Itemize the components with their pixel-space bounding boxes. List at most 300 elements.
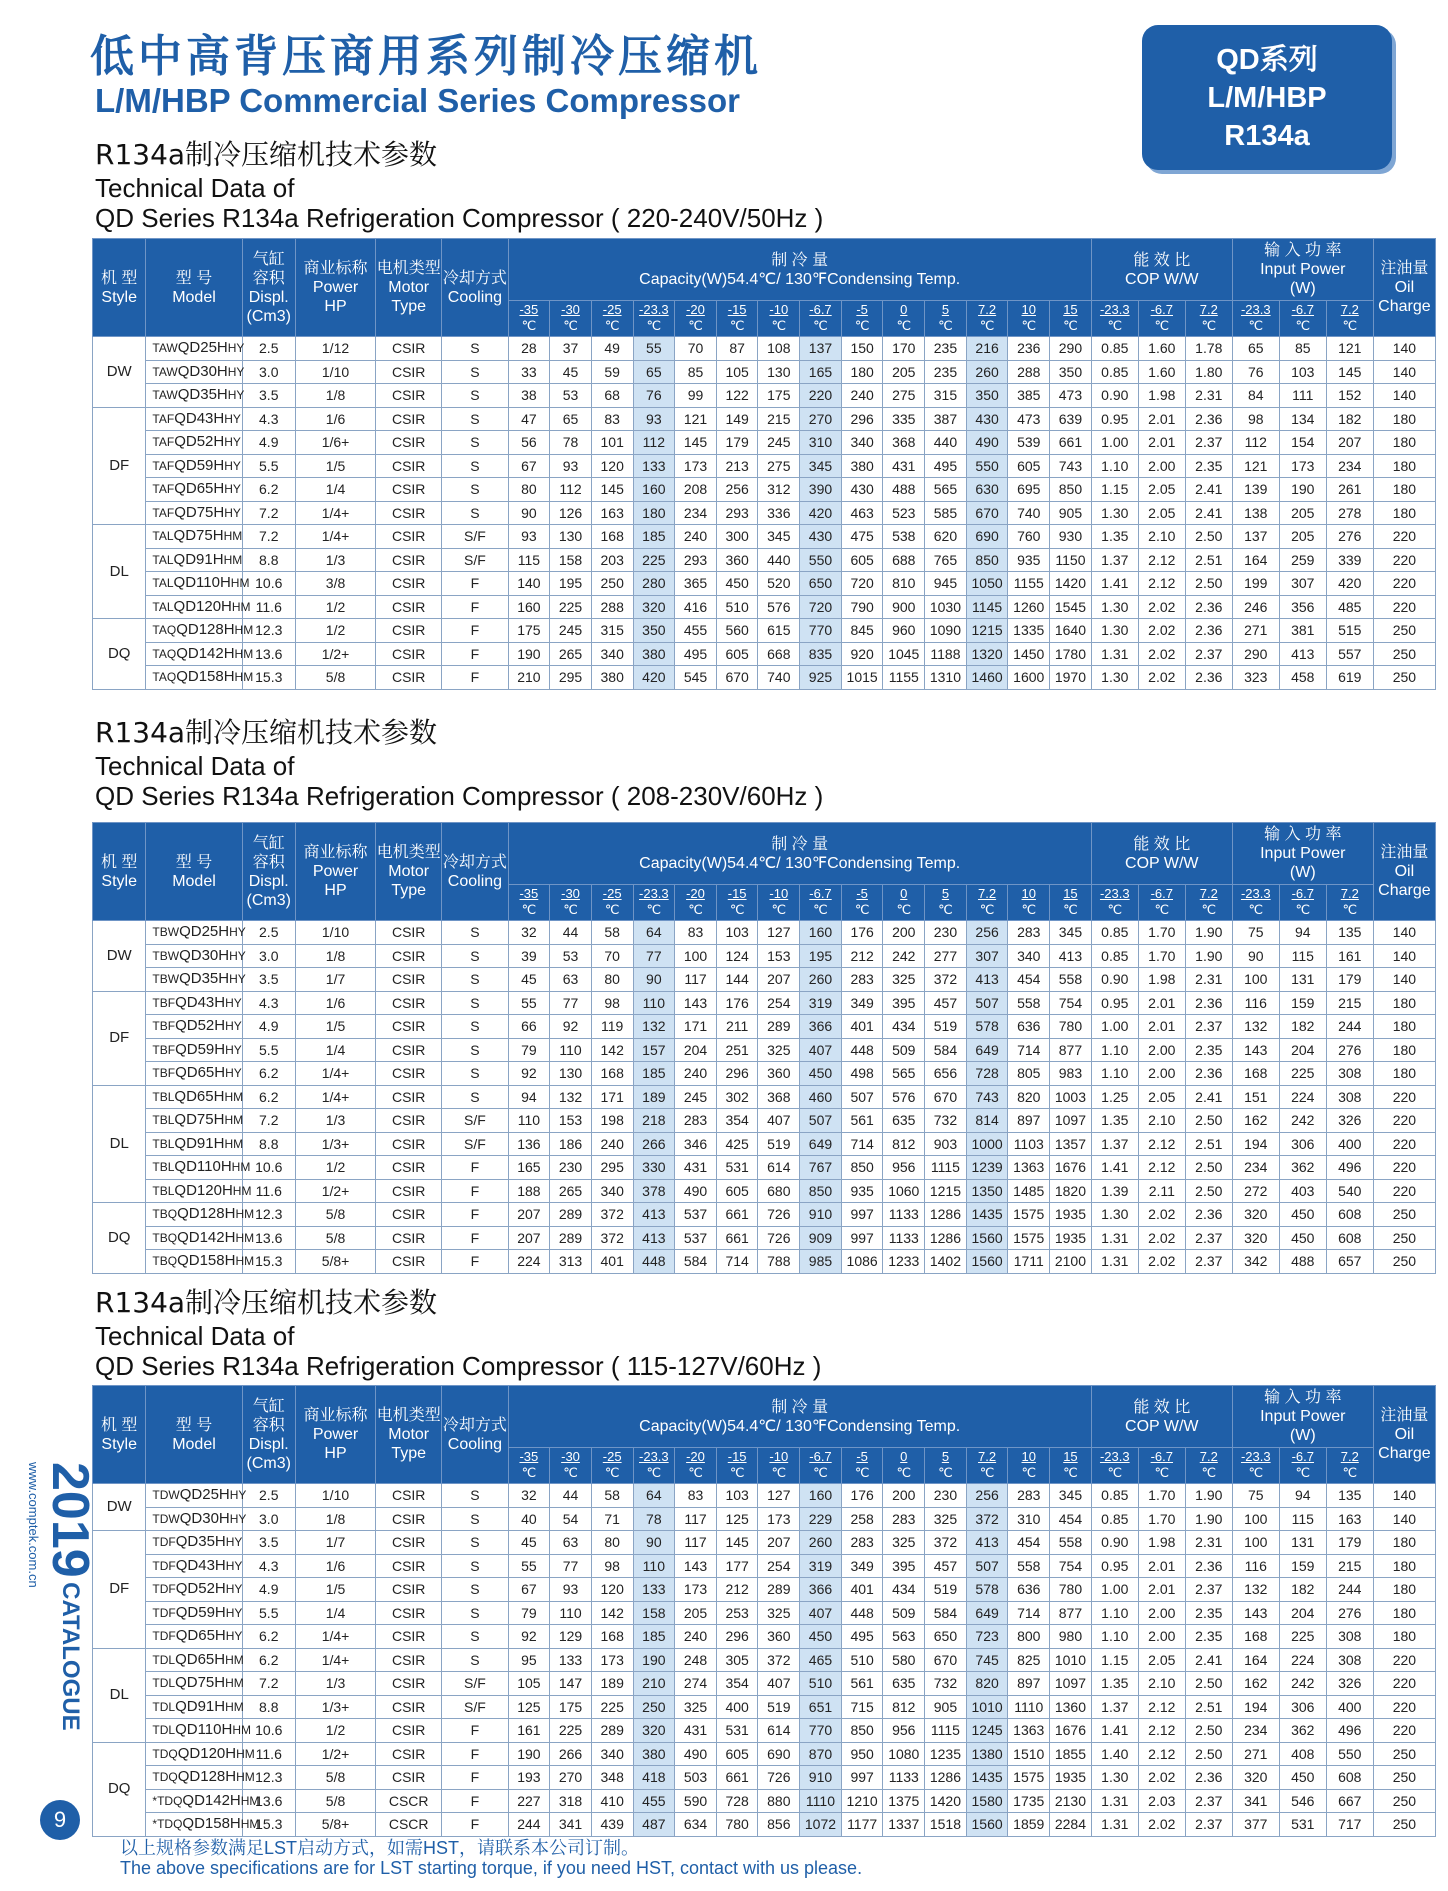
capacity-cell: 1310	[925, 666, 967, 690]
model-name: QD59H	[175, 1040, 226, 1058]
model-name: QD52H	[175, 1017, 226, 1035]
model-suffix: HY	[225, 1019, 242, 1034]
cop-cell: 2.35	[1185, 1625, 1232, 1649]
capacity-cell: 920	[841, 642, 883, 666]
displacement-cell: 3.5	[242, 384, 295, 408]
header-style-line: Style	[101, 1435, 137, 1453]
motor-cell: CSIR	[376, 1226, 442, 1250]
temperature-unit: ℃	[854, 317, 870, 333]
capacity-cell: 661	[1050, 431, 1092, 455]
header-motor-line: Type	[391, 882, 427, 899]
capacity-cell: 2100	[1050, 1250, 1092, 1274]
cop-cell: 1.37	[1091, 1132, 1138, 1156]
spec-table	[92, 238, 1436, 690]
input-power-cell: 111	[1279, 384, 1326, 408]
oil-charge-cell: 220	[1373, 572, 1435, 596]
model-suffix: HY	[229, 948, 246, 963]
motor-cell: CSIR	[376, 360, 442, 384]
input-power-cell: 608	[1326, 1226, 1373, 1250]
capacity-cell: 925	[800, 666, 842, 690]
cop-cell: 2.31	[1185, 968, 1232, 992]
temperature-value: -30	[561, 1448, 580, 1464]
cooling-cell: F	[442, 1226, 508, 1250]
cop-cell: 1.00	[1091, 1015, 1138, 1039]
capacity-cell: 390	[800, 478, 842, 502]
capacity-cell: 160	[633, 478, 675, 502]
displacement-cell: 15.3	[242, 1250, 295, 1274]
capacity-cell: 909	[800, 1226, 842, 1250]
input-power-cell: 242	[1279, 1109, 1326, 1133]
capacity-cell: 121	[675, 407, 717, 431]
header-model-line: 型 号	[175, 269, 213, 287]
oil-charge-cell: 220	[1373, 595, 1435, 619]
capacity-cell: 300	[716, 525, 758, 549]
displacement-cell: 10.6	[242, 1719, 295, 1743]
temperature-unit: ℃	[1154, 1464, 1170, 1480]
capacity-cell: 814	[966, 1109, 1008, 1133]
capacity-cell: 714	[841, 1132, 883, 1156]
input-power-cell: 377	[1232, 1813, 1279, 1837]
capacity-cell: 325	[675, 1695, 717, 1719]
temperature-unit: ℃	[854, 1464, 870, 1480]
input-power-cell: 135	[1326, 1484, 1373, 1508]
input-power-cell: 145	[1326, 360, 1373, 384]
temperature-value: 7.2	[1199, 1448, 1218, 1464]
capacity-cell: 225	[550, 1719, 592, 1743]
temperature-value: 7.2	[1199, 885, 1218, 901]
displacement-cell: 6.2	[242, 1062, 295, 1086]
capacity-cell: 1115	[925, 1719, 967, 1743]
capacity-cell: 230	[925, 1484, 967, 1508]
input-power-cell: 420	[1326, 572, 1373, 596]
capacity-cell: 614	[758, 1156, 800, 1180]
power-cell: 1/4	[295, 478, 375, 502]
capacity-cell: 897	[1008, 1672, 1050, 1696]
capacity-cell: 407	[800, 1601, 842, 1625]
capacity-cell: 380	[591, 666, 633, 690]
capacity-cell: 270	[800, 407, 842, 431]
model-suffix: HY	[224, 435, 241, 450]
table-row	[93, 1250, 1436, 1274]
model-suffix: HY	[225, 1535, 243, 1550]
oil-charge-cell: 220	[1373, 1719, 1435, 1743]
header-temperature	[508, 885, 550, 921]
header-power	[295, 1386, 375, 1484]
capacity-cell: 475	[841, 525, 883, 549]
capacity-cell: 325	[883, 1531, 925, 1555]
cop-cell: 1.90	[1185, 944, 1232, 968]
capacity-cell: 649	[800, 1132, 842, 1156]
capacity-cell: 70	[591, 944, 633, 968]
capacity-cell: 293	[716, 501, 758, 525]
input-power-cell: 608	[1326, 1203, 1373, 1227]
model-prefix: TBQ	[152, 1207, 178, 1222]
cop-cell: 2.10	[1138, 1109, 1185, 1133]
header-power-line: 商业标称	[303, 260, 368, 277]
capacity-cell: 1286	[925, 1203, 967, 1227]
input-power-cell: 458	[1279, 666, 1326, 690]
model-suffix: HY	[224, 505, 241, 520]
capacity-cell: 203	[591, 548, 633, 572]
model-suffix: HY	[224, 411, 241, 426]
temperature-value: -5	[856, 1448, 868, 1464]
motor-cell: CSIR	[376, 1625, 442, 1649]
capacity-cell: 185	[633, 1625, 675, 1649]
power-cell: 1/5	[295, 454, 375, 478]
cop-cell: 2.02	[1138, 1813, 1185, 1837]
motor-cell: CSIR	[376, 1695, 442, 1719]
header-motor-line: Type	[391, 298, 427, 315]
capacity-cell: 378	[633, 1179, 675, 1203]
capacity-cell: 605	[716, 642, 758, 666]
model-cell	[146, 1203, 255, 1227]
model-cell	[146, 337, 245, 361]
capacity-cell: 1060	[883, 1179, 925, 1203]
capacity-cell: 77	[550, 1554, 592, 1578]
oil-charge-cell: 140	[1373, 360, 1435, 384]
capacity-cell: 455	[675, 619, 717, 643]
temperature-value: 0	[900, 885, 908, 901]
capacity-cell: 245	[758, 431, 800, 455]
capacity-cell: 531	[716, 1156, 758, 1180]
table-row	[93, 1015, 1436, 1039]
capacity-cell: 71	[591, 1507, 633, 1531]
website-link[interactable]: www.comptek.com.cn	[26, 1462, 41, 1588]
temperature-value: -20	[686, 301, 705, 317]
capacity-cell: 434	[883, 1015, 925, 1039]
capacity-cell: 320	[633, 595, 675, 619]
capacity-cell: 945	[925, 572, 967, 596]
capacity-cell: 510	[800, 1672, 842, 1696]
capacity-cell: 365	[675, 572, 717, 596]
model-prefix: TDF	[152, 1558, 176, 1573]
model-prefix: TAL	[152, 576, 174, 591]
input-power-cell: 152	[1326, 384, 1373, 408]
cop-cell: 0.85	[1091, 360, 1138, 384]
cop-cell: 1.70	[1138, 921, 1185, 945]
cooling-cell: F	[442, 666, 508, 690]
cop-cell: 1.15	[1091, 478, 1138, 502]
power-cell: 1/2+	[295, 1179, 375, 1203]
temperature-unit: ℃	[1295, 1464, 1311, 1480]
table-row	[93, 921, 1436, 945]
table-row	[93, 1648, 1436, 1672]
model-suffix: HM	[234, 623, 254, 638]
header-style	[93, 1386, 146, 1484]
capacity-cell: 490	[675, 1179, 717, 1203]
capacity-cell: 565	[883, 1062, 925, 1086]
temperature-value: -6.7	[1150, 301, 1173, 317]
capacity-cell: 312	[758, 478, 800, 502]
input-power-cell: 131	[1279, 1531, 1326, 1555]
cooling-cell: F	[442, 1156, 508, 1180]
input-power-cell: 121	[1232, 454, 1279, 478]
table-row	[93, 1484, 1436, 1508]
cooling-cell: F	[442, 1203, 508, 1227]
displacement-cell: 4.3	[242, 407, 295, 431]
cop-cell: 2.12	[1138, 1156, 1185, 1180]
temperature-unit: ℃	[1201, 317, 1217, 333]
cop-cell: 2.37	[1185, 1226, 1232, 1250]
capacity-cell: 218	[633, 1109, 675, 1133]
temperature-value: 10	[1021, 885, 1036, 901]
model-suffix: HM	[232, 1723, 251, 1738]
capacity-cell: 248	[675, 1648, 717, 1672]
badge-line-2: L/M/HBP	[1207, 81, 1327, 114]
header-temperature	[883, 1448, 925, 1484]
input-power-cell: 342	[1232, 1250, 1279, 1274]
temperature-value: -25	[602, 885, 622, 901]
capacity-cell: 32	[508, 1484, 550, 1508]
capacity-cell: 79	[508, 1038, 550, 1062]
model-suffix: HM	[225, 1699, 244, 1714]
header-capacity-line: 制 冷 量	[771, 1398, 829, 1416]
input-power-cell: 323	[1232, 666, 1279, 690]
table-row	[93, 337, 1436, 361]
capacity-cell: 341	[550, 1813, 592, 1837]
temperature-value: -15	[727, 301, 747, 317]
capacity-cell: 495	[925, 454, 967, 478]
model-suffix: HY	[225, 1042, 242, 1057]
capacity-cell: 1010	[966, 1695, 1008, 1719]
capacity-cell: 743	[1050, 454, 1092, 478]
temperature-value: -23.3	[1099, 1448, 1130, 1464]
header-cop	[1091, 239, 1232, 301]
capacity-cell: 1420	[1050, 572, 1092, 596]
input-power-cell: 531	[1279, 1813, 1326, 1837]
cop-cell: 1.98	[1138, 384, 1185, 408]
capacity-cell: 509	[883, 1601, 925, 1625]
input-power-cell: 204	[1279, 1601, 1326, 1625]
capacity-cell: 168	[591, 1062, 633, 1086]
capacity-cell: 350	[633, 619, 675, 643]
model-cell	[146, 1531, 242, 1555]
header-temperature	[966, 885, 1008, 921]
cooling-cell: S	[442, 337, 508, 361]
table-header	[93, 239, 1436, 337]
capacity-cell: 79	[508, 1601, 550, 1625]
model-name: QD110H	[174, 1158, 232, 1176]
input-power-cell: 75	[1232, 1484, 1279, 1508]
model-prefix: TBQ	[152, 1254, 178, 1269]
table-row	[93, 1156, 1436, 1180]
capacity-cell: 463	[841, 501, 883, 525]
capacity-cell: 495	[841, 1625, 883, 1649]
model-suffix: HM	[234, 670, 254, 685]
input-power-cell: 94	[1279, 921, 1326, 945]
capacity-cell: 457	[925, 1554, 967, 1578]
model-suffix: HM	[224, 1113, 244, 1128]
cop-cell: 2.36	[1185, 1766, 1232, 1790]
capacity-cell: 200	[883, 1484, 925, 1508]
capacity-cell: 850	[800, 1179, 842, 1203]
capacity-cell: 179	[716, 431, 758, 455]
capacity-cell: 250	[591, 572, 633, 596]
capacity-cell: 117	[675, 1531, 717, 1555]
cop-cell: 1.35	[1091, 1672, 1138, 1696]
capacity-cell: 99	[675, 384, 717, 408]
displacement-cell: 13.6	[242, 1789, 295, 1813]
temperature-unit: ℃	[896, 317, 912, 333]
header-cooling	[442, 239, 508, 337]
temperature-unit: ℃	[771, 901, 787, 917]
capacity-cell: 1320	[966, 642, 1008, 666]
input-power-cell: 244	[1326, 1015, 1373, 1039]
model-suffix: HM	[234, 646, 254, 661]
capacity-cell: 960	[883, 619, 925, 643]
capacity-cell: 1235	[925, 1742, 967, 1766]
cop-cell: 1.00	[1091, 431, 1138, 455]
capacity-cell: 70	[675, 337, 717, 361]
temperature-unit: ℃	[896, 901, 912, 917]
capacity-cell: 1050	[966, 572, 1008, 596]
oil-charge-cell: 140	[1373, 384, 1435, 408]
cop-cell: 2.50	[1185, 525, 1232, 549]
capacity-cell: 490	[675, 1742, 717, 1766]
header-model	[146, 239, 242, 337]
capacity-cell: 289	[758, 1015, 800, 1039]
cop-cell: 2.02	[1138, 595, 1185, 619]
motor-cell: CSIR	[376, 431, 442, 455]
cop-cell: 0.85	[1091, 1507, 1138, 1531]
model-name: QD91H	[175, 1697, 226, 1715]
input-power-cell: 546	[1279, 1789, 1326, 1813]
capacity-cell: 661	[716, 1226, 758, 1250]
header-oil-charge-line: 注油量	[1380, 1407, 1429, 1424]
table-row	[93, 360, 1436, 384]
input-power-cell: 168	[1232, 1062, 1279, 1086]
motor-cell: CSIR	[376, 1531, 442, 1555]
capacity-cell: 1337	[883, 1813, 925, 1837]
capacity-cell: 636	[1008, 1015, 1050, 1039]
temperature-value: 7.2	[1199, 301, 1218, 317]
capacity-cell: 213	[716, 454, 758, 478]
header-model-line: Model	[172, 1435, 216, 1453]
model-prefix: TAQ	[152, 670, 177, 685]
capacity-cell: 1072	[800, 1813, 842, 1837]
temperature-unit: ℃	[521, 317, 537, 333]
capacity-cell: 434	[883, 1578, 925, 1602]
header-temperature	[841, 1448, 883, 1484]
power-cell: 5/8+	[295, 1813, 375, 1837]
power-cell: 1/4+	[295, 525, 375, 549]
model-prefix: TDW	[152, 1511, 180, 1526]
capacity-cell: 956	[883, 1156, 925, 1180]
header-input-power-line: (W)	[1289, 864, 1316, 881]
motor-cell: CSCR	[376, 1813, 442, 1837]
model-cell	[146, 1742, 255, 1766]
displacement-cell: 11.6	[242, 595, 295, 619]
temperature-value: 5	[941, 301, 950, 317]
header-cooling	[442, 823, 508, 921]
capacity-cell: 1560	[966, 1226, 1008, 1250]
footnote-en: The above specifications are for LST starting torque, if you need HST, contact with us please.	[120, 1858, 863, 1878]
cop-cell: 0.90	[1091, 384, 1138, 408]
model-suffix: HY	[225, 1582, 243, 1597]
capacity-cell: 1640	[1050, 619, 1092, 643]
temperature-unit: ℃	[521, 1464, 537, 1480]
header-temperature	[1138, 885, 1185, 921]
input-power-cell: 132	[1232, 1578, 1279, 1602]
cooling-cell: S	[442, 384, 508, 408]
header-temperature	[550, 1448, 592, 1484]
capacity-cell: 133	[633, 1578, 675, 1602]
temperature-value: -15	[727, 1448, 747, 1464]
capacity-cell: 229	[800, 1507, 842, 1531]
capacity-cell: 119	[591, 1015, 633, 1039]
capacity-cell: 240	[591, 1132, 633, 1156]
header-temperature	[1091, 301, 1138, 337]
input-power-cell: 225	[1279, 1062, 1326, 1086]
capacity-cell: 520	[758, 572, 800, 596]
cop-cell: 2.41	[1185, 1085, 1232, 1109]
capacity-cell: 177	[716, 1554, 758, 1578]
displacement-cell: 4.9	[242, 1578, 295, 1602]
capacity-cell: 372	[925, 1531, 967, 1555]
capacity-cell: 160	[508, 595, 550, 619]
model-prefix: TDL	[152, 1676, 176, 1691]
input-power-cell: 326	[1326, 1109, 1373, 1133]
capacity-cell: 127	[758, 1484, 800, 1508]
model-name: QD43H	[175, 993, 226, 1011]
capacity-cell: 614	[758, 1719, 800, 1743]
temperature-value: 7.2	[978, 301, 997, 317]
capacity-cell: 256	[716, 478, 758, 502]
header-motor-line: Motor	[388, 863, 430, 880]
capacity-cell: 92	[508, 1625, 550, 1649]
capacity-cell: 413	[633, 1226, 675, 1250]
table-body	[93, 337, 1436, 690]
capacity-cell: 812	[883, 1695, 925, 1719]
header-displacement-line: (Cm3)	[246, 307, 291, 325]
capacity-cell: 1970	[1050, 666, 1092, 690]
page-number: 9	[40, 1800, 80, 1840]
power-cell: 5/8	[295, 1203, 375, 1227]
power-cell: 5/8	[295, 1226, 375, 1250]
cop-cell: 1.80	[1185, 360, 1232, 384]
model-prefix: TBW	[152, 948, 180, 963]
input-power-cell: 356	[1279, 595, 1326, 619]
cop-cell: 1.30	[1091, 501, 1138, 525]
capacity-cell: 454	[1008, 968, 1050, 992]
capacity-cell: 161	[508, 1719, 550, 1743]
capacity-cell: 145	[675, 431, 717, 455]
capacity-cell: 185	[633, 525, 675, 549]
header-oil-charge	[1373, 823, 1435, 921]
header-oil-charge	[1373, 1386, 1435, 1484]
model-prefix: TDF	[152, 1629, 176, 1644]
temperature-unit: ℃	[813, 1464, 828, 1480]
oil-charge-cell: 140	[1373, 921, 1435, 945]
capacity-cell: 980	[1050, 1625, 1092, 1649]
style-cell: DL	[93, 1648, 146, 1742]
model-name: QD65H	[175, 1650, 226, 1668]
capacity-cell: 236	[1008, 337, 1050, 361]
capacity-cell: 137	[800, 337, 842, 361]
input-power-cell: 234	[1232, 1156, 1279, 1180]
displacement-cell: 4.3	[242, 991, 295, 1015]
power-cell: 1/4+	[295, 1085, 375, 1109]
temperature-unit: ℃	[1107, 901, 1123, 917]
capacity-cell: 110	[633, 1554, 675, 1578]
temperature-unit: ℃	[1063, 317, 1078, 333]
capacity-cell: 47	[508, 407, 550, 431]
cop-cell: 2.05	[1138, 1085, 1185, 1109]
header-displacement-line: 气缸	[252, 1397, 285, 1415]
capacity-cell: 1097	[1050, 1672, 1092, 1696]
capacity-cell: 130	[550, 1062, 592, 1086]
header-input-power	[1232, 1386, 1373, 1448]
